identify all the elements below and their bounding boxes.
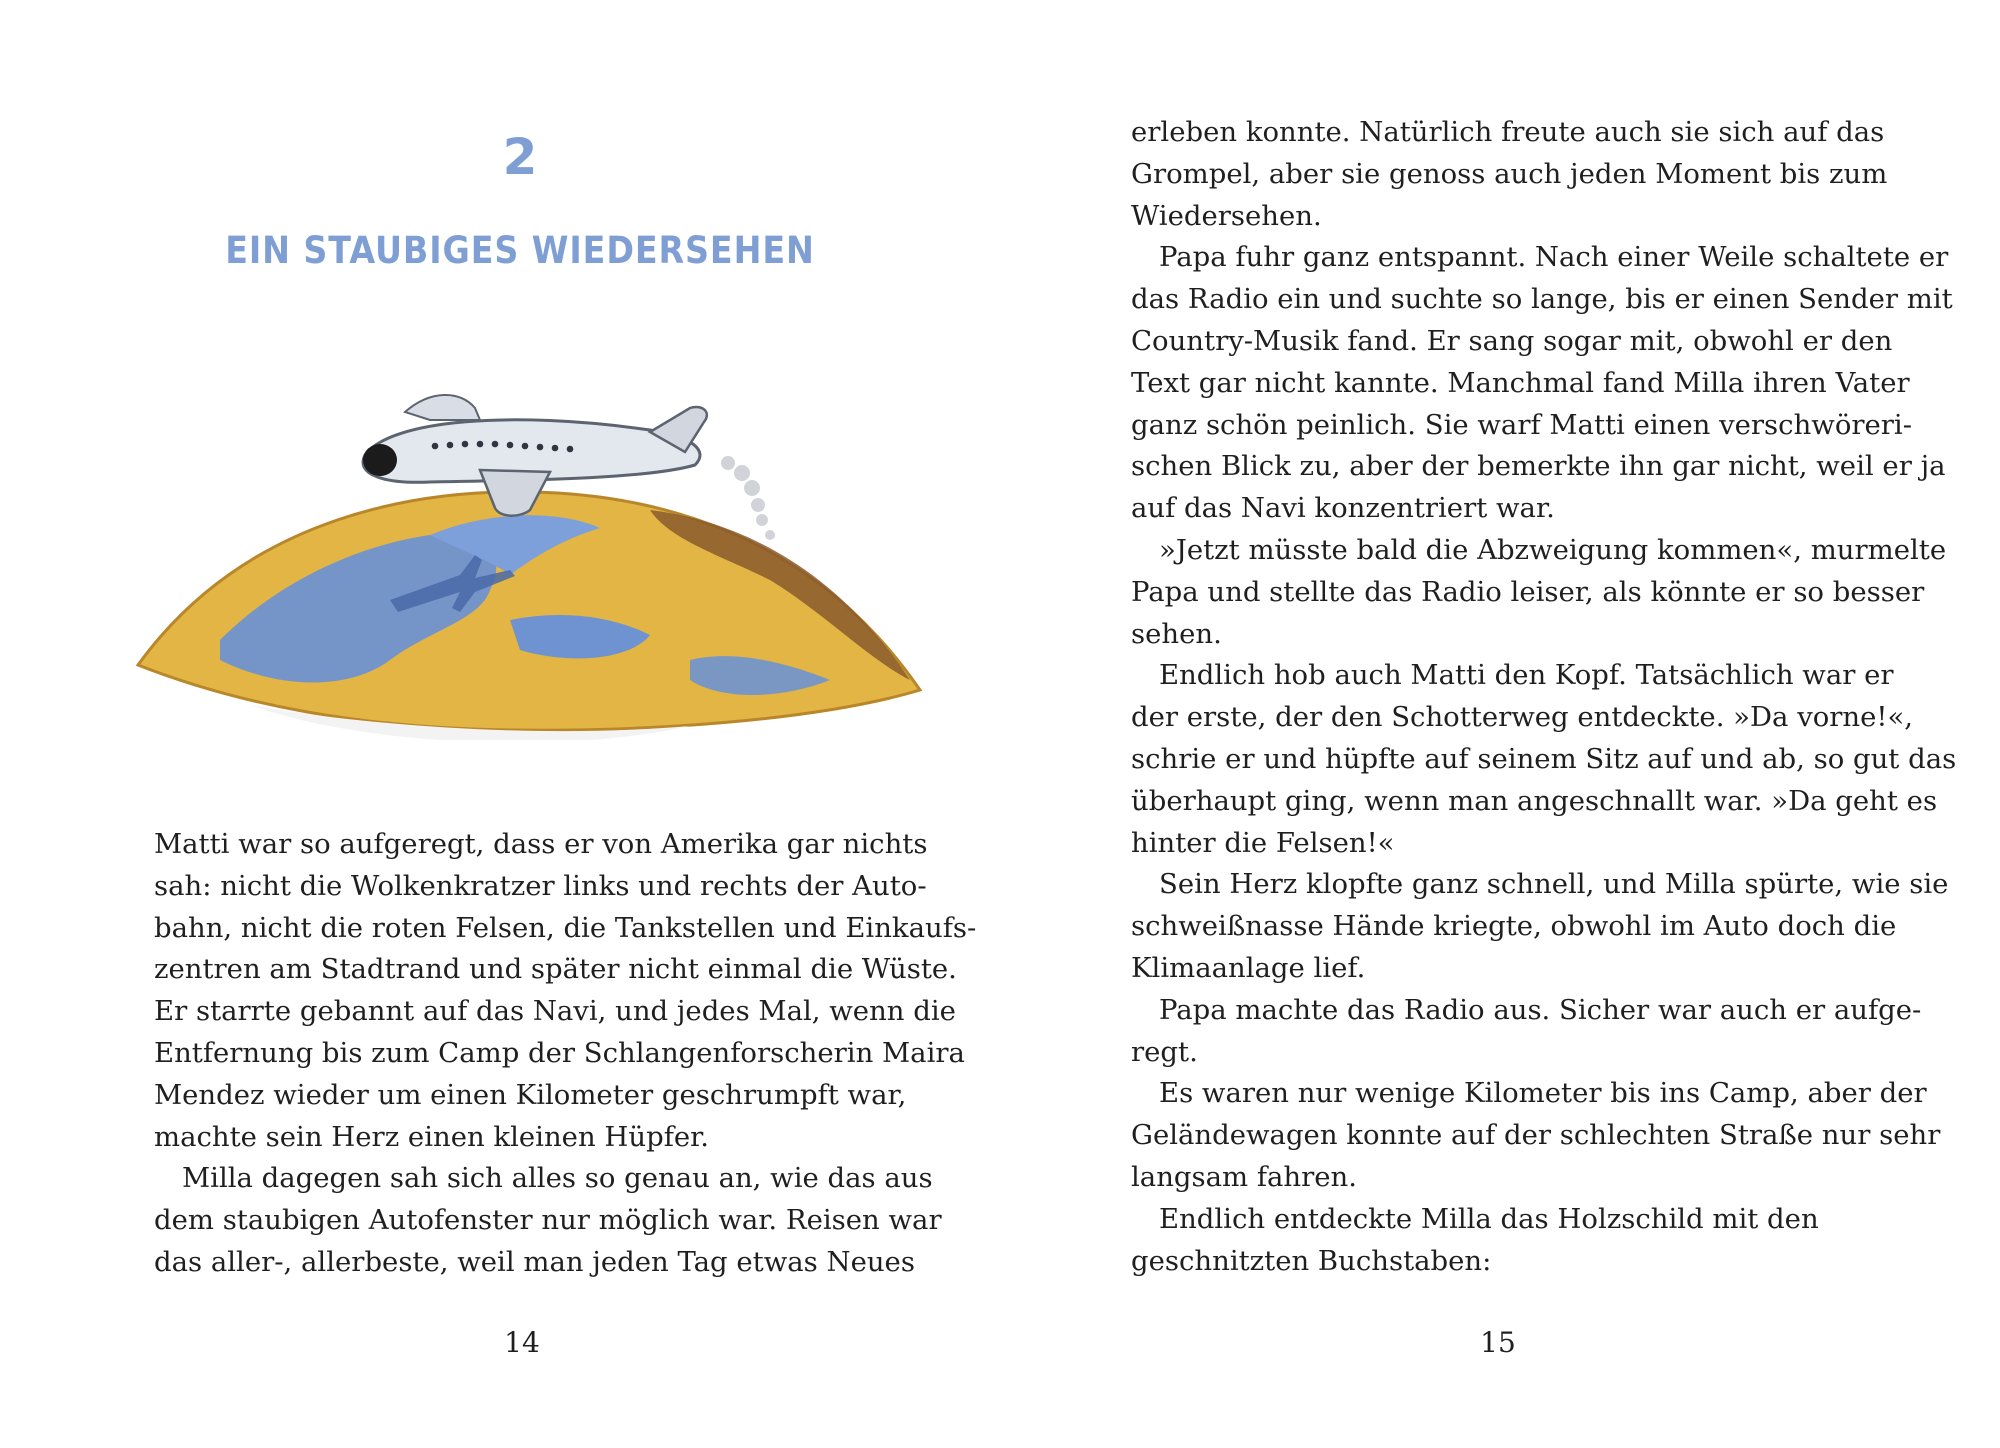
airplane-icon bbox=[363, 395, 707, 516]
text-line: dem staubigen Autofenster nur möglich war. Reisen war bbox=[154, 1204, 942, 1237]
page-number-right: 15 bbox=[1480, 1326, 1516, 1359]
page-number-left: 14 bbox=[504, 1326, 540, 1359]
text-line: Mendez wieder um einen Kilometer geschrumpft war, bbox=[154, 1078, 907, 1111]
airplane-over-globe-illustration bbox=[130, 360, 930, 740]
right-page-text bbox=[1131, 112, 1957, 1282]
text-line: Es waren nur wenige Kilometer bis ins Camp, aber der bbox=[1159, 1077, 1927, 1110]
text-line: sah: nicht die Wolkenkratzer links und rechts der Auto- bbox=[154, 869, 927, 902]
text-line: Papa fuhr ganz entspannt. Nach einer Weile schaltete er bbox=[1159, 241, 1949, 274]
text-line: Geländewagen konnte auf der schlechten Straße nur sehr bbox=[1131, 1119, 1941, 1152]
globe-icon bbox=[138, 492, 920, 740]
text-line: Milla dagegen sah sich alles so genau an, wie das aus bbox=[182, 1162, 933, 1195]
text-line: auf das Navi konzentriert war. bbox=[1131, 492, 1555, 525]
text-line: langsam fahren. bbox=[1131, 1160, 1357, 1193]
chapter-number: 2 bbox=[502, 128, 538, 186]
text-line: bahn, nicht die roten Felsen, die Tankstellen und Einkaufs- bbox=[154, 911, 977, 944]
text-line: sehen. bbox=[1131, 617, 1222, 650]
text-line: Papa machte das Radio aus. Sicher war auch er aufge- bbox=[1159, 993, 1922, 1026]
text-line: Endlich hob auch Matti den Kopf. Tatsächlich war er bbox=[1159, 659, 1894, 692]
text-line: schrie er und hüpfte auf seinem Sitz auf und ab, so gut das bbox=[1131, 742, 1957, 775]
text-line: »Jetzt müsste bald die Abzweigung kommen«, murmelte bbox=[1159, 533, 1947, 566]
text-line: hinter die Felsen!« bbox=[1131, 826, 1395, 859]
text-line: Country-Musik fand. Er sang sogar mit, obwohl er den bbox=[1131, 324, 1893, 357]
text-line: Papa und stellte das Radio leiser, als könnte er so besser bbox=[1131, 575, 1925, 608]
text-line: Sein Herz klopfte ganz schnell, und Milla spürte, wie sie bbox=[1159, 868, 1949, 901]
right-page bbox=[1000, 0, 2000, 1448]
text-line: das Radio ein und suchte so lange, bis er einen Sender mit bbox=[1131, 283, 1953, 316]
text-line: Klimaanlage lief. bbox=[1131, 951, 1366, 984]
text-line: Wiedersehen. bbox=[1131, 199, 1322, 232]
chapter-title: EIN STAUBIGES WIEDERSEHEN bbox=[225, 229, 815, 272]
text-line: das aller-, allerbeste, weil man jeden Tag etwas Neues bbox=[154, 1245, 915, 1278]
text-line: Endlich entdeckte Milla das Holzschild mit den bbox=[1159, 1202, 1819, 1235]
text-line: Grompel, aber sie genoss auch jeden Moment bis zum bbox=[1131, 157, 1888, 190]
text-line: Text gar nicht kannte. Manchmal fand Milla ihren Vater bbox=[1131, 366, 1910, 399]
text-line: Er starrte gebannt auf das Navi, und jedes Mal, wenn die bbox=[154, 995, 956, 1028]
text-line: Entfernung bis zum Camp der Schlangenforscherin Maira bbox=[154, 1036, 965, 1069]
text-line: überhaupt ging, wenn man angeschnallt war. »Da geht es bbox=[1131, 784, 1938, 817]
left-page-text bbox=[154, 824, 977, 1284]
text-line: der erste, der den Schotterweg entdeckte. »Da vorne!«, bbox=[1131, 701, 1914, 734]
text-line: geschnitzten Buchstaben: bbox=[1131, 1244, 1492, 1277]
text-line: Matti war so aufgeregt, dass er von Amerika gar nichts bbox=[154, 828, 928, 860]
text-line: zentren am Stadtrand und später nicht einmal die Wüste. bbox=[154, 953, 957, 986]
text-line: schen Blick zu, aber der bemerkte ihn gar nicht, weil er ja bbox=[1131, 450, 1946, 483]
text-line: machte sein Herz einen kleinen Hüpfer. bbox=[154, 1120, 710, 1153]
text-line: erleben konnte. Natürlich freute auch sie sich auf das bbox=[1131, 116, 1885, 148]
smoke-trail-icon bbox=[721, 456, 775, 540]
text-line: ganz schön peinlich. Sie warf Matti einen verschwöreri- bbox=[1131, 408, 1913, 441]
text-line: schweißnasse Hände kriegte, obwohl im Auto doch die bbox=[1131, 910, 1897, 943]
text-line: regt. bbox=[1131, 1035, 1198, 1068]
